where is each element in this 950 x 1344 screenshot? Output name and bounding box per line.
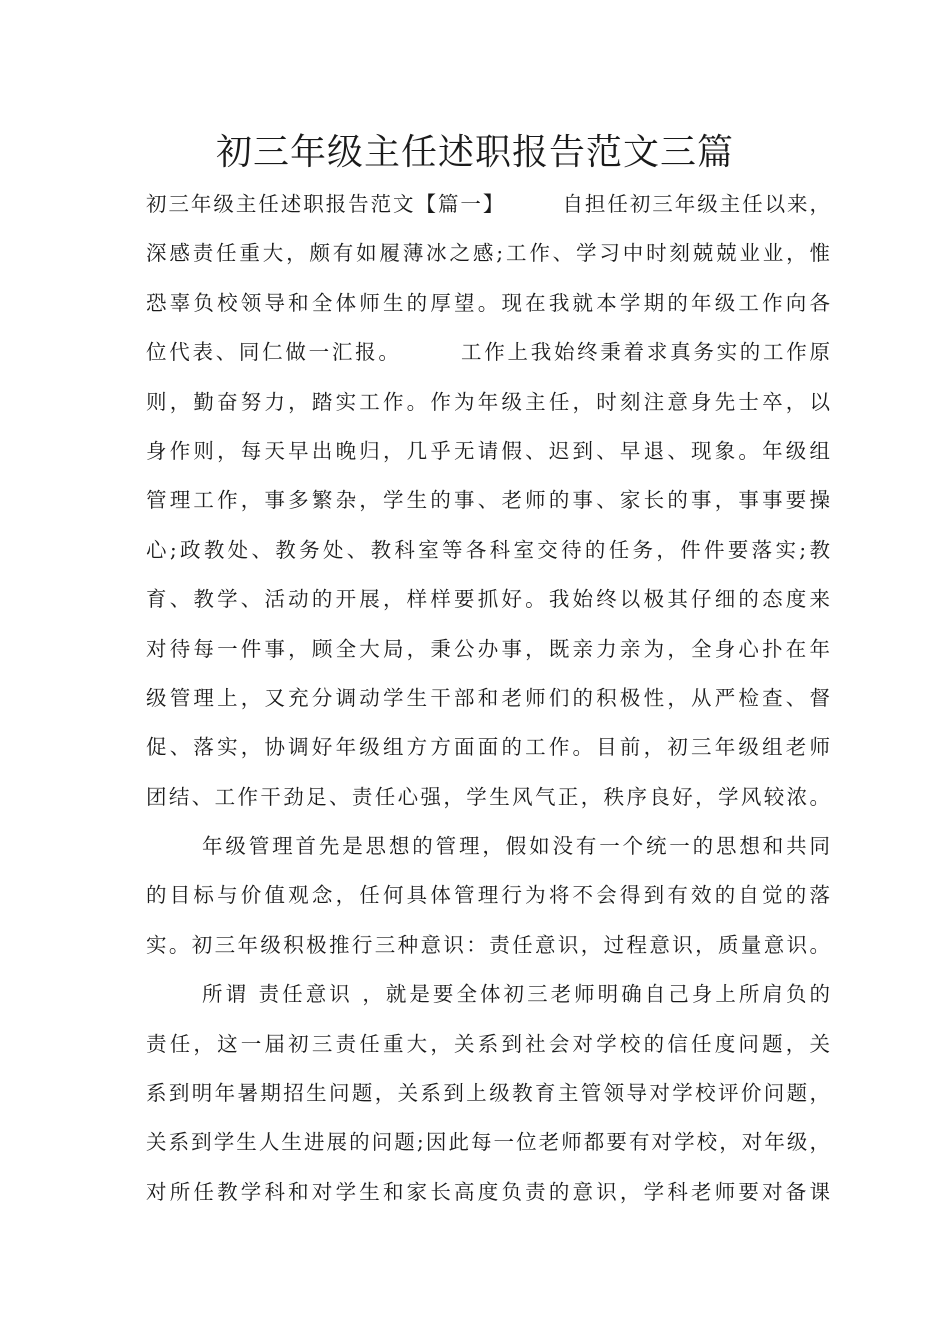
text-line: 级管理上，又充分调动学生干部和老师们的积极性，从严检查、督 xyxy=(146,685,830,710)
text-line: 育、教学、活动的开展，样样要抓好。我始终以极其仔细的态度来 xyxy=(146,587,830,612)
text-line: 对所任教学科和对学生和家长高度负责的意识，学科老师要对备课 xyxy=(146,1179,830,1204)
text-line: 年级管理首先是思想的管理，假如没有一个统一的思想和共同 xyxy=(202,834,830,859)
text-line: 位代表、同仁做一汇报。 工作上我始终秉着求真务实的工作原 xyxy=(146,340,830,365)
text-line: 系到明年暑期招生问题，关系到上级教育主管领导对学校评价问题， xyxy=(146,1081,830,1106)
text-line: 责任，这一届初三责任重大，关系到社会对学校的信任度问题，关 xyxy=(146,1031,830,1056)
text-line: 所谓 责任意识 ，就是要全体初三老师明确自己身上所肩负的 xyxy=(202,982,830,1007)
text-line: 初三年级主任述职报告范文【篇一】 自担任初三年级主任以来， xyxy=(146,192,830,216)
document-title: 初三年级主任述职报告范文三篇 xyxy=(215,132,734,173)
text-line: 实。初三年级积极推行三种意识：责任意识，过程意识，质量意识。 xyxy=(146,932,830,957)
text-line: 则，勤奋努力，踏实工作。作为年级主任，时刻注意身先士卒，以 xyxy=(146,389,830,414)
text-line: 对待每一件事，顾全大局，秉公办事，既亲力亲为，全身心扑在年 xyxy=(146,636,830,661)
text-line: 团结、工作干劲足、责任心强，学生风气正，秩序良好，学风较浓。 xyxy=(146,784,830,809)
text-line: 深感责任重大，颇有如履薄冰之感;工作、学习中时刻兢兢业业，惟 xyxy=(146,241,830,266)
text-line: 身作则，每天早出晚归，几乎无请假、迟到、早退、现象。年级组 xyxy=(146,438,830,463)
text-line: 恐辜负校领导和全体师生的厚望。现在我就本学期的年级工作向各 xyxy=(146,290,830,315)
text-line: 关系到学生人生进展的问题;因此每一位老师都要有对学校，对年级， xyxy=(146,1130,830,1155)
document-body xyxy=(146,180,830,1217)
text-line: 管理工作，事多繁杂，学生的事、老师的事、家长的事，事事要操 xyxy=(146,488,830,513)
text-line: 促、落实，协调好年级组方方面面的工作。目前，初三年级组老师 xyxy=(146,735,830,760)
text-line: 的目标与价值观念，任何具体管理行为将不会得到有效的自觉的落 xyxy=(146,883,830,908)
text-line: 心;政教处、教务处、教科室等各科室交待的任务，件件要落实;教 xyxy=(146,537,830,562)
